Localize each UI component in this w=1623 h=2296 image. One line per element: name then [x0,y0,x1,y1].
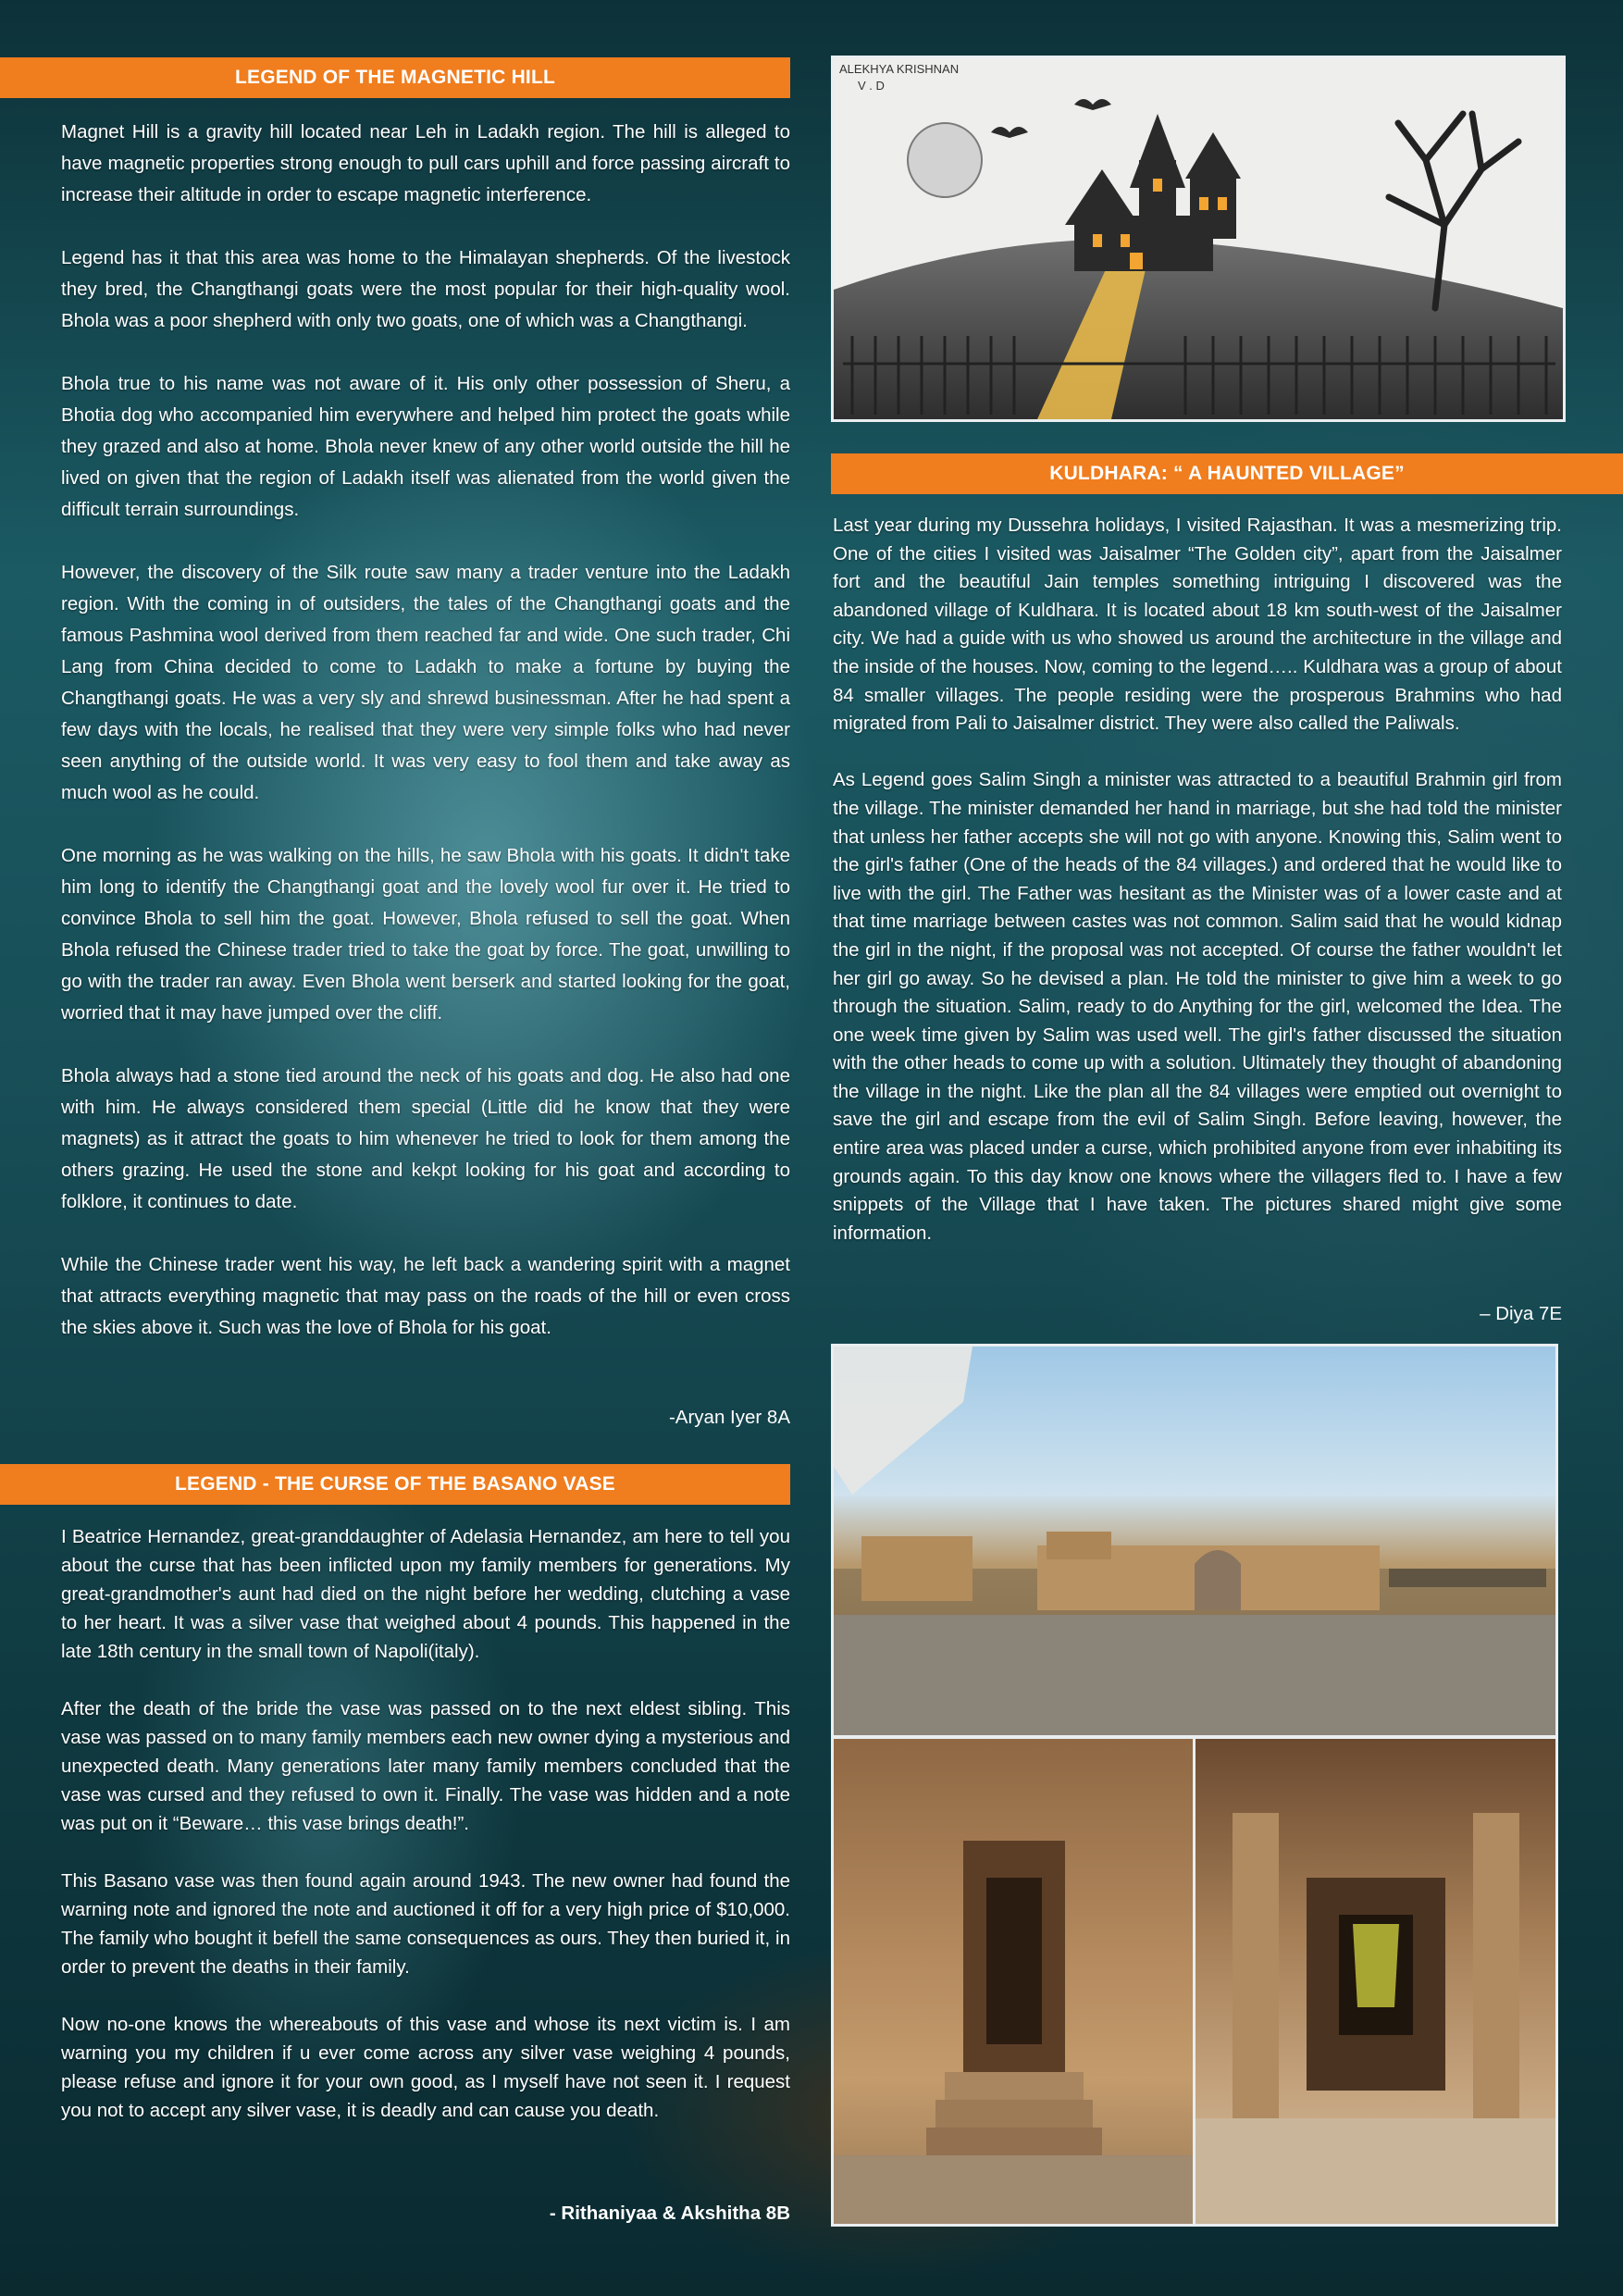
paragraph: Now no-one knows the whereabouts of this vase and whose its next victim is. I am warning you my children if u ever come across any silver vase weighing 4 pounds, please refuse and ignore it for your own good, as I myself have not seen it. I request you not to accept any silver vase, it is deadly and can cause you death. [61,2014,790,2121]
drawing-caption: ALEKHYA KRISHNAN [839,62,960,76]
magnetic-hill-author: -Aryan Iyer 8A [668,1407,790,1428]
basano-vase-body [61,1522,790,2125]
paragraph: Bhola true to his name was not aware of it. His only other possession of Sheru, a Bhotia dog who accompanied him everywhere and helped him protect the goats while they grazed and also at home. Bhola never knew of any other world outside the hill he lived on given that the region of Ladakh itself was alienated from the world given the difficult terrain surroundings. [61,373,790,520]
kuldhara-author: – Diya 7E [1480,1303,1562,1324]
kuldhara-heading: KULDHARA: “ A HAUNTED VILLAGE” [831,453,1623,494]
basano-vase-author: - Rithaniyaa & Akshitha 8B [549,2203,790,2224]
paragraph: While the Chinese trader went his way, he left back a wandering spirit with a magnet that attracts everything magnetic that may pass on the roads of the hill or even cross the skies above it. Such was the love of Bhola for his goat. [61,1254,790,1338]
paragraph: As Legend goes Salim Singh a minister was attracted to a beautiful Brahmin girl from the village. The minister demanded her hand in marriage, but she had told the minister that unless her father accepts she will not go with anyone. Knowing this, Salim went to the girl's father (One of the heads of the 84 villages.) and ordered that he would like to live with the girl. The Father was hesitant as the Minister was of a lower caste and at that time marriage between castes was not common. Salim said that he would kidnap the girl in the night, if the proposal was not accepted. Of course the father wouldn't let her girl go away. So he devised a plan. He told the minister to give him a week to go through the situation. Salim, ready to do Anything for the girl, welcomed the Idea. The one week time given by Salim was used well. The girl's father discussed the situation with the other heads to come up with a solution. Ultimately they thought of abandoning the village in the night. Like the plan all the 84 villages were emptied out overnight to save the girl and escape from the evil of Salim Singh. Before leaving, however, the entire area was placed under a curse, which prohibited anyone from ever inhabiting its grounds again. To this day know one knows where the villagers fled to. I have a few snippets of the Village that I have taken. The pictures shared might give some information. [833,769,1562,1244]
paragraph: This Basano vase was then found again around 1943. The new owner had found the warning note and ignored the note and auctioned it off for a very high price of $10,000. The family who bought it befell the same consequences as ours. They then buried it, in order to prevent the deaths in their family. [61,1870,790,1978]
paragraph: One morning as he was walking on the hills, he saw Bhola with his goats. It didn't take him long to identify the Changthangi goat and the lovely wool fur over it. He tried to convince Bhola to sell him the goat. However, Bhola refused to sell the goat. When Bhola refused the Chinese trader tried to take the goat by force. The goat, unwilling to go with the trader ran away. Even Bhola went berserk and started looking for the goat, worried that it may have jumped over the cliff. [61,845,790,1024]
basano-vase-heading: LEGEND - THE CURSE OF THE BASANO VASE [0,1464,790,1505]
paragraph: Magnet Hill is a gravity hill located near Leh in Ladakh region. The hill is alleged to have magnetic properties strong enough to pull cars uphill and force passing aircraft to increase their altitude in order to escape magnetic interference. [61,121,790,205]
doorway-illustration [834,1739,1193,2224]
paragraph: Bhola always had a stone tied around the neck of his goats and dog. He also had one with him. He always considered them special (Little did he know that they were magnets) as it attract the goats to him whenever he tried to look for them among the others grazing. He used the stone and kekpt looking for his goat and according to folklore, it continues to date. [61,1065,790,1212]
magnetic-hill-body [61,117,790,1344]
interior-illustration [1196,1739,1555,2224]
paragraph: I Beatrice Hernandez, great-granddaughter of Adelasia Hernandez, am here to tell you about the curse that has been inflicted upon my family members for generations. My great-grandmother's aunt had died on the night before her wedding, clutching a vase to her heart. It was a silver vase that weighed about 4 pounds. This happened in the late 18th century in the small town of Napoli(italy). [61,1526,790,1662]
haunted-house-drawing [831,56,1566,422]
magnetic-hill-heading: LEGEND OF THE MAGNETIC HILL [0,57,790,98]
gate-illustration [834,1347,1555,1735]
drawing-illustration [834,58,1563,419]
paragraph: However, the discovery of the Silk route saw many a trader venture into the Ladakh region. With the coming in of outsiders, the tales of the Changthangi goats and the famous Pashmina wool derived from them reached far and wide. One such trader, Chi Lang from China decided to come to Ladakh to make a fortune by buying the Changthangi goats. He was a very sly and shrewd businessman. After he had spent a few days with the locals, he realised that they were very simple folks who had never seen anything of the outside world. It was very easy to fool them and take away as much wool as he could. [61,562,790,803]
paragraph: Legend has it that this area was home to the Himalayan shepherds. Of the livestock they bred, the Changthangi goats were the most popular for their high-quality wool. Bhola was a poor shepherd with only two goats, one of which was a Changthangi. [61,247,790,331]
paragraph: Last year during my Dussehra holidays, I visited Rajasthan. It was a mesmerizing trip. One of the cities I visited was Jaisalmer “The Golden city”, apart from the Jaisalmer fort and the beautiful Jain temples something intriguing I discovered was the abandoned village of Kuldhara. It is located about 18 km south-west of the Jaisalmer city. We had a guide with us who showed us around the architecture in the village and the inside of the houses. Now, coming to the legend….. Kuldhara was a group of about 84 smaller villages. The people residing were the prosperous Brahmins who had migrated from Pali to Jaisalmer district. They were also called the Paliwals. [833,515,1562,735]
kuldhara-doorway-photo [831,1736,1196,2227]
paragraph: After the death of the bride the vase was passed on to the next eldest sibling. This vase was passed on to many family members each new owner dying a mysterious and unexpected death. Many generations later many family members concluded that the vase was cursed and they refused to own it. Finally. The vase was hidden and a note was put on it “Beware… this vase brings death!”. [61,1698,790,1834]
kuldhara-body [833,512,1562,1247]
kuldhara-gate-photo [831,1344,1558,1738]
drawing-caption-class: V . D [858,79,885,93]
kuldhara-interior-photo [1193,1736,1558,2227]
